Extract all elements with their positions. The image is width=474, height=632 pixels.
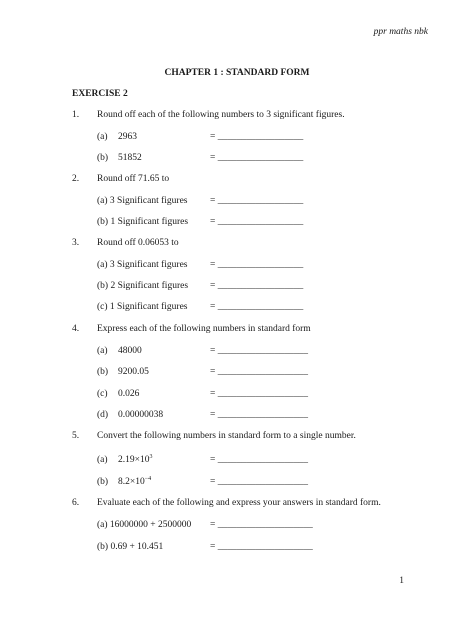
q5-part-a-answer-blank: = ___________________ bbox=[210, 455, 308, 465]
question-4-text: Express each of the following numbers in standard form bbox=[97, 324, 311, 334]
q4-part-a-answer-blank: = ___________________ bbox=[210, 346, 308, 356]
q4-part-d-value: 0.00000038 bbox=[118, 410, 164, 420]
q5-part-b-value bbox=[118, 477, 151, 488]
q4-part-d-answer-blank: = ___________________ bbox=[210, 410, 308, 420]
q4-part-a-value: 48000 bbox=[118, 346, 142, 356]
q4-part-c-label: (c) bbox=[97, 389, 108, 399]
q3-part-b-answer-blank: = __________________ bbox=[210, 281, 304, 291]
q2-part-b-label: (b) 1 Significant figures bbox=[97, 217, 189, 227]
q4-part-c-value: 0.026 bbox=[118, 389, 140, 399]
question-2-number: 2. bbox=[72, 174, 80, 184]
q6-part-a-answer-blank: = ____________________ bbox=[210, 520, 313, 530]
question-5-text: Convert the following numbers in standard form to a single number. bbox=[97, 431, 356, 441]
q1-part-a-answer-blank: = __________________ bbox=[210, 132, 304, 142]
q3-part-a-label: (a) 3 Significant figures bbox=[97, 260, 188, 270]
q5-part-b-answer-blank: = ___________________ bbox=[210, 477, 308, 487]
q6-part-b-answer-blank: = ____________________ bbox=[210, 542, 313, 552]
question-4-number: 4. bbox=[72, 324, 80, 334]
q4-part-b-answer-blank: = ___________________ bbox=[210, 367, 308, 377]
page-number: 1 bbox=[399, 576, 404, 586]
q4-part-b-label: (b) bbox=[97, 367, 109, 377]
question-3-number: 3. bbox=[72, 238, 80, 248]
question-5-number: 5. bbox=[72, 431, 80, 441]
exercise-heading: EXERCISE 2 bbox=[72, 89, 128, 99]
q4-part-b-value: 9200.05 bbox=[118, 367, 149, 377]
q5-part-b-label: (b) bbox=[97, 477, 109, 487]
q5-part-a-label: (a) bbox=[97, 455, 108, 465]
q1-part-b-label: (b) bbox=[97, 153, 109, 163]
question-6-text: Evaluate each of the following and express your answers in standard form. bbox=[97, 498, 381, 508]
page-header: ppr maths nbk bbox=[373, 27, 428, 37]
question-1-number: 1. bbox=[72, 110, 80, 120]
q1-part-b-answer-blank: = __________________ bbox=[210, 153, 304, 163]
q3-part-a-answer-blank: = __________________ bbox=[210, 260, 304, 270]
q4-part-d-label: (d) bbox=[97, 410, 109, 420]
q5-part-a-exponent: 3 bbox=[149, 454, 153, 460]
q5-part-a-base: 2.19×10 bbox=[118, 455, 150, 465]
question-3-text: Round off 0.06053 to bbox=[97, 238, 179, 248]
q5-part-b-base: 8.2×10 bbox=[118, 477, 145, 487]
q5-part-a-value bbox=[118, 455, 152, 466]
q4-part-c-answer-blank: = ___________________ bbox=[210, 389, 308, 399]
q3-part-b-label: (b) 2 Significant figures bbox=[97, 281, 189, 291]
q3-part-c-answer-blank: = __________________ bbox=[210, 302, 304, 312]
question-2-text: Round off 71.65 to bbox=[97, 174, 170, 184]
question-6-number: 6. bbox=[72, 498, 80, 508]
q6-part-b-label: (b) 0.69 + 10.451 bbox=[97, 542, 164, 552]
q4-part-a-label: (a) bbox=[97, 346, 108, 356]
question-1-text: Round off each of the following numbers to 3 significant figures. bbox=[97, 110, 345, 120]
q5-part-b-exponent: −4 bbox=[144, 476, 152, 482]
q1-part-a-value: 2963 bbox=[118, 132, 137, 142]
chapter-title: CHAPTER 1 : STANDARD FORM bbox=[164, 68, 310, 78]
q2-part-a-label: (a) 3 Significant figures bbox=[97, 196, 188, 206]
q1-part-b-value: 51852 bbox=[118, 153, 142, 163]
q6-part-a-label: (a) 16000000 + 2500000 bbox=[97, 520, 192, 530]
q2-part-b-answer-blank: = __________________ bbox=[210, 217, 304, 227]
q2-part-a-answer-blank: = __________________ bbox=[210, 196, 304, 206]
q3-part-c-label: (c) 1 Significant figures bbox=[97, 302, 188, 312]
q1-part-a-label: (a) bbox=[97, 132, 108, 142]
